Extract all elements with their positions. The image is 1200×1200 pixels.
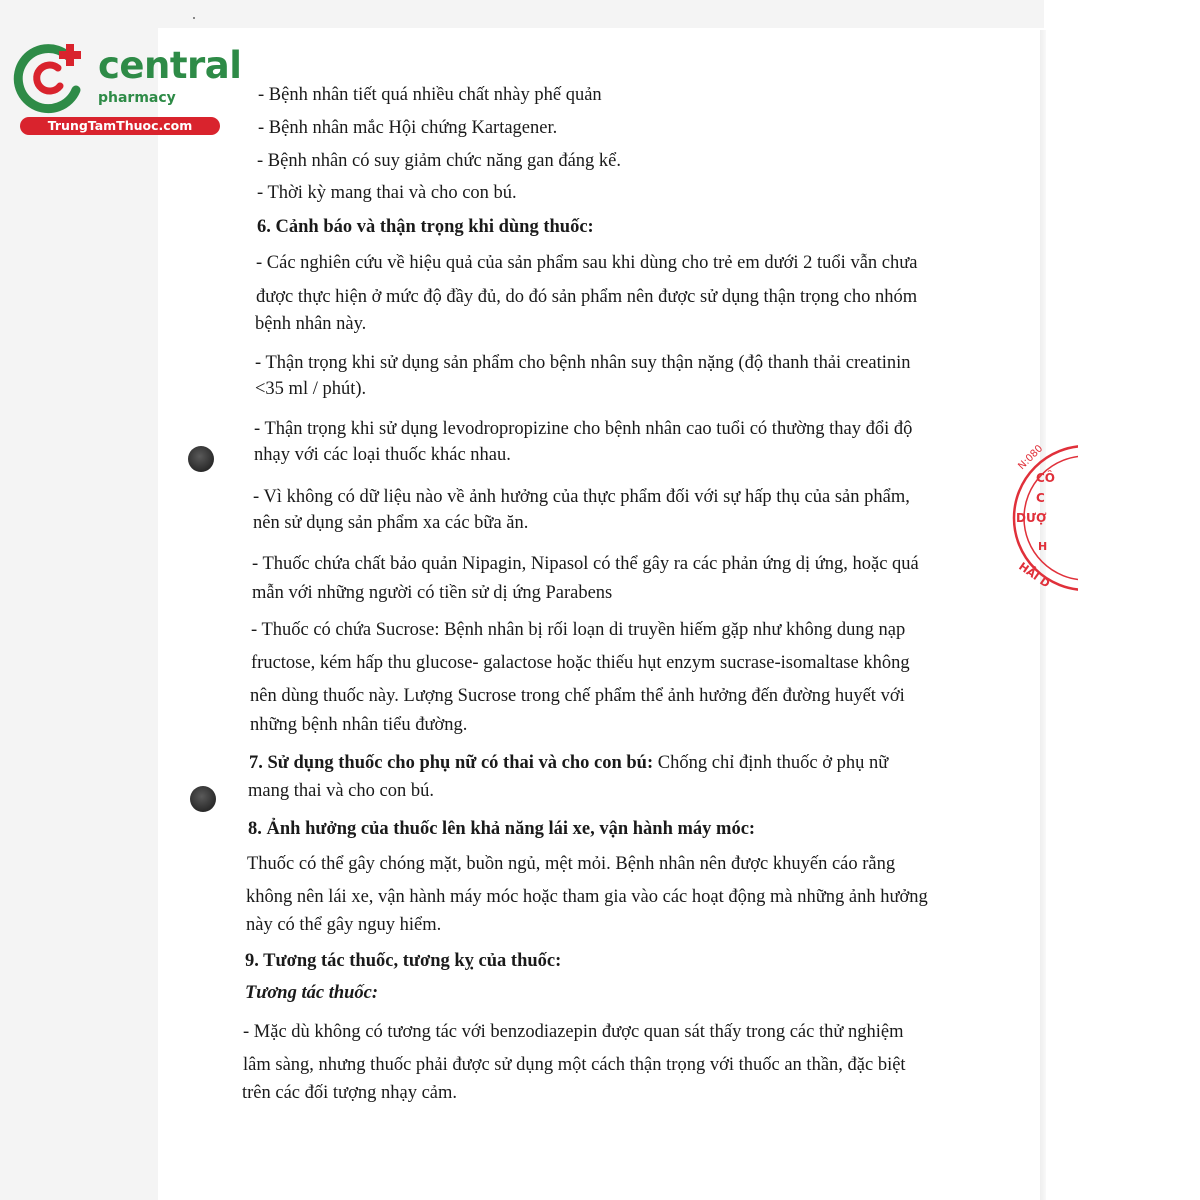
text-line: - Thuốc chứa chất bảo quản Nipagin, Nipasol có thể gây ra các phản ứng dị ứng, hoặc quá (252, 554, 919, 574)
heading-section-6: 6. Cảnh báo và thận trọng khi dùng thuốc: (257, 217, 594, 237)
heading-section-9: 9. Tương tác thuốc, tương kỵ của thuốc: (245, 951, 562, 971)
stamp-text-2: CÔ (1036, 471, 1056, 485)
text-line: - Bệnh nhân có suy giảm chức năng gan đáng kể. (257, 151, 621, 171)
stamp-text-3: C (1036, 491, 1045, 505)
section-7-text: Chống chỉ định thuốc ở phụ nữ (653, 753, 889, 773)
text-line: fructose, kém hấp thu glucose- galactose hoặc thiếu hụt enzym sucrase-isomaltase không (251, 653, 910, 673)
stamp-text-5: H (1038, 540, 1048, 553)
text-line: - Thận trọng khi sử dụng levodropropizine cho bệnh nhân cao tuổi có thường thay đổi độ (254, 419, 913, 439)
text-line: - Các nghiên cứu về hiệu quả của sản phẩm sau khi dùng cho trẻ em dưới 2 tuổi vẫn chưa (256, 253, 918, 273)
text-line: mang thai và cho con bú. (248, 781, 434, 801)
text-line: trên các đối tượng nhạy cảm. (242, 1083, 458, 1103)
text-line: - Vì không có dữ liệu nào về ảnh hưởng của thực phẩm đối với sự hấp thụ của sản phẩm, (253, 487, 910, 507)
text-line: - Thời kỳ mang thai và cho con bú. (257, 183, 517, 203)
text-line: nên sử dụng sản phẩm xa các bữa ăn. (253, 513, 529, 533)
text-line: bệnh nhân này. (255, 314, 367, 334)
logo-subtitle: pharmacy (98, 90, 176, 106)
text-line: lâm sàng, nhưng thuốc phải được sử dụng một cách thận trọng với thuốc an thần, đặc biệt (243, 1055, 906, 1075)
text-line: mẫn với những người có tiền sử dị ứng Parabens (252, 583, 613, 603)
text-line: không nên lái xe, vận hành máy móc hoặc tham gia vào các hoạt động mà những ảnh hưởng (246, 887, 928, 907)
text-line: nên dùng thuốc này. Lượng Sucrose trong chế phẩm thể ảnh hưởng đến đường huyết với (250, 686, 905, 706)
text-line: <35 ml / phút). (255, 379, 367, 399)
text-line: - Thận trọng khi sử dụng sản phẩm cho bệnh nhân suy thận nặng (độ thanh thải creatinin (255, 353, 911, 373)
text-line: - Bệnh nhân tiết quá nhiều chất nhày phế quản (258, 85, 602, 105)
stamp-text-4: DƯỢ (1016, 511, 1047, 525)
text-line: nhạy với các loại thuốc khác nhau. (254, 445, 511, 465)
subheading-interactions: Tương tác thuốc: (245, 983, 379, 1003)
logo-url-badge[interactable]: TrungTamThuoc.com (20, 117, 220, 135)
text-line: này có thể gây nguy hiểm. (246, 915, 442, 935)
text-line: được thực hiện ở mức độ đầy đủ, do đó sản phẩm nên được sử dụng thận trọng cho nhóm (256, 287, 918, 307)
section-7-line (249, 752, 888, 774)
stamp-text-1: N:080 (1016, 443, 1046, 473)
text-line: những bệnh nhân tiểu đường. (250, 715, 468, 735)
heading-section-7: 7. Sử dụng thuốc cho phụ nữ có thai và cho con bú: (249, 753, 654, 773)
text-line: - Thuốc có chứa Sucrose: Bệnh nhân bị rối loạn di truyền hiếm gặp như không dung nạp (251, 620, 906, 640)
text-line: - Mặc dù không có tương tác với benzodiazepin được quan sát thấy trong các thử nghiệm (243, 1022, 904, 1042)
heading-section-8: 8. Ảnh hưởng của thuốc lên khả năng lái xe, vận hành máy móc: (248, 819, 756, 839)
logo-name: central (98, 44, 242, 87)
text-line: Thuốc có thể gây chóng mặt, buồn ngủ, mệt mỏi. Bệnh nhân nên được khuyến cáo rằng (247, 854, 896, 874)
stamp-text-6: HẢI D (1016, 559, 1053, 591)
text-line: - Bệnh nhân mắc Hội chứng Kartagener. (258, 118, 558, 138)
